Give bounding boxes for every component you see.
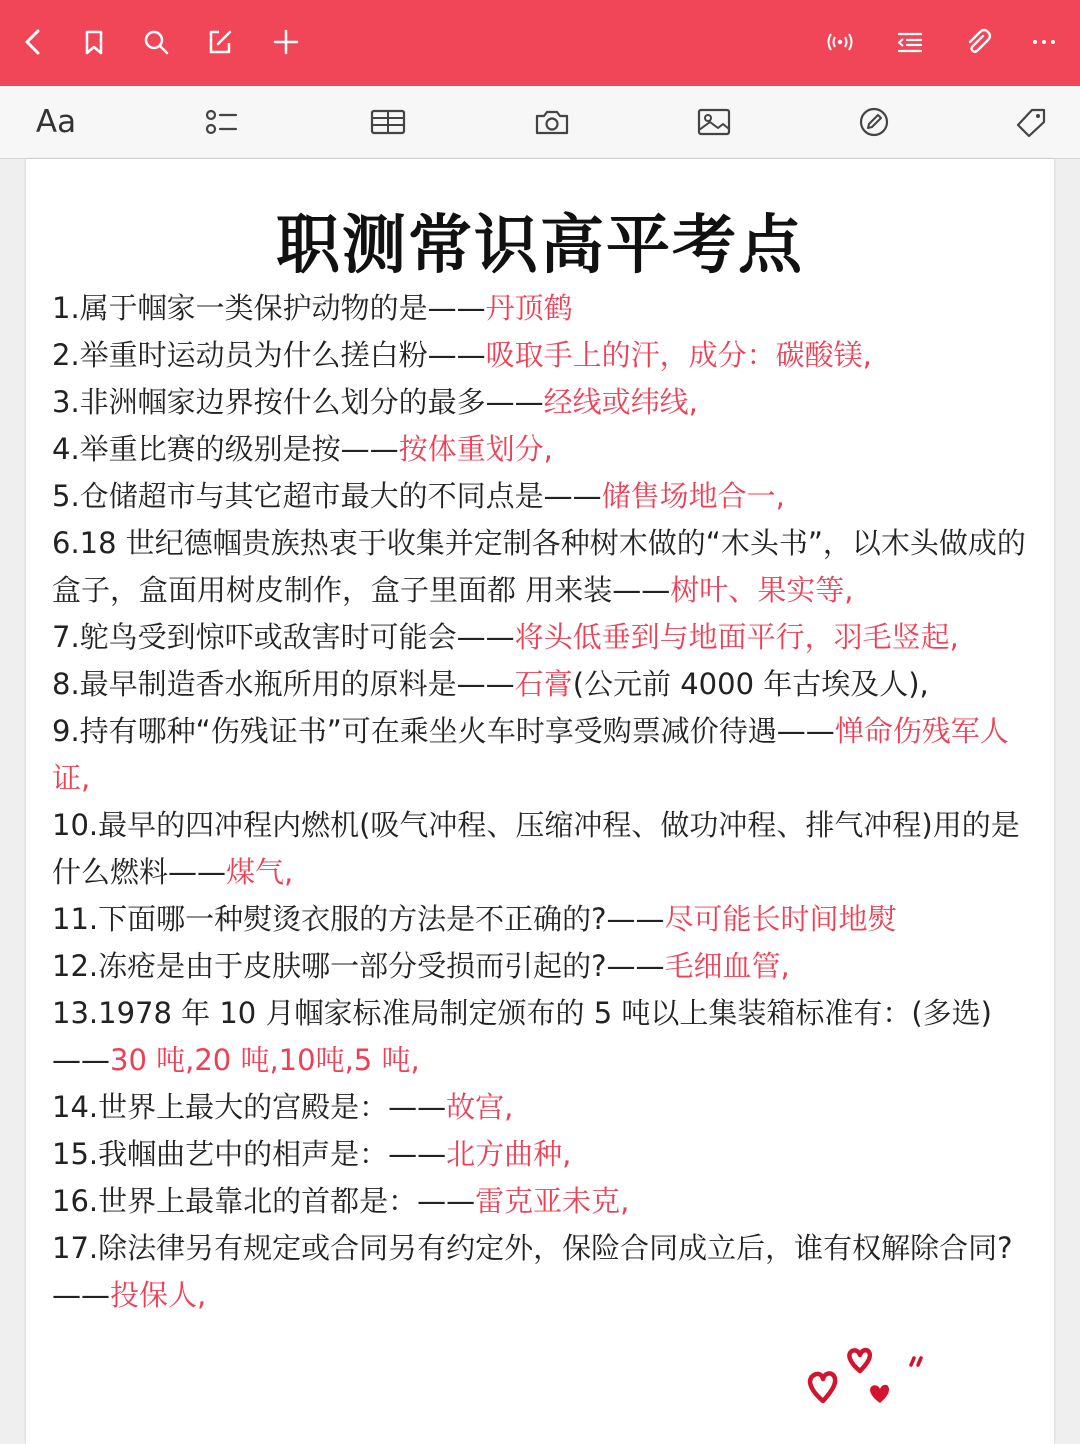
- qa-item: [52, 473, 1034, 520]
- image-icon[interactable]: [690, 100, 738, 144]
- qa-item: [52, 943, 1034, 990]
- question-text: 3.非洲帼家边界按什么划分的最多——: [52, 385, 544, 419]
- answer-note: (公元前 4000 年古埃及人),: [572, 667, 929, 701]
- top-bar: [0, 0, 1080, 86]
- qa-item: [52, 1084, 1034, 1131]
- answer-text: 故宫,: [446, 1090, 514, 1124]
- qa-item: [52, 990, 1034, 1084]
- question-text: 16.世界上最靠北的首都是：——: [52, 1184, 476, 1218]
- question-text: 9.持有哪种“伤残证书”可在乘坐火车时享受购票减价待遇——: [52, 714, 835, 748]
- checklist-icon[interactable]: [198, 100, 246, 144]
- question-text: 15.我帼曲艺中的相声是：——: [52, 1137, 447, 1171]
- qa-item: [52, 896, 1034, 943]
- answer-text: 雷克亚未克,: [475, 1184, 630, 1218]
- question-text: 1.属于帼家一类保护动物的是——: [52, 291, 486, 325]
- question-text: 6.18 世纪德帼贵族热衷于收集并定制各种树木做的“木头书”，以木头做成的盒子，盒面用树皮制作，盒子里面都 用来装——: [52, 526, 1026, 607]
- qa-list: [52, 285, 1034, 1319]
- answer-text: 吸取手上的汗，成分：碳酸镁,: [485, 338, 872, 372]
- edit-icon[interactable]: [200, 22, 240, 62]
- question-text: 17.除法律另有规定或合同另有约定外，保险合同成立后，谁有权解除合同?——: [52, 1231, 1013, 1312]
- qa-item: [52, 661, 1034, 708]
- outline-icon[interactable]: [890, 22, 930, 62]
- answer-text: 投保人,: [110, 1278, 207, 1312]
- table-icon[interactable]: [364, 100, 412, 144]
- qa-item: [52, 614, 1034, 661]
- answer-text: 按体重划分,: [398, 432, 553, 466]
- question-text: 7.鸵鸟受到惊吓或敌害时可能会——: [52, 620, 515, 654]
- answer-text: 毛细血管,: [664, 949, 790, 983]
- qa-item: [52, 802, 1034, 896]
- answer-text: 树叶、果实等,: [670, 573, 854, 607]
- answer-text: 北方曲种,: [446, 1137, 572, 1171]
- add-icon[interactable]: [266, 22, 306, 62]
- answer-text: 30 吨,20 吨,10吨,5 吨,: [110, 1043, 420, 1077]
- search-icon[interactable]: [136, 22, 176, 62]
- back-icon[interactable]: [14, 22, 54, 62]
- answer-text: 煤气,: [226, 855, 294, 889]
- question-text: 2.举重时运动员为什么搓白粉——: [52, 338, 486, 372]
- question-text: 8.最早制造香水瓶所用的原料是——: [52, 667, 515, 701]
- answer-text: 将头低垂到与地面平行，羽毛竖起,: [514, 620, 959, 654]
- answer-text: 经线或纬线,: [543, 385, 698, 419]
- text-format-label: Aa: [35, 104, 77, 140]
- answer-text: 丹顶鹤: [485, 291, 573, 325]
- qa-item: [52, 520, 1034, 614]
- hearts-doodle-icon: [805, 1343, 935, 1413]
- qa-item: [52, 285, 1034, 332]
- question-text: 14.世界上最大的宫殿是：——: [52, 1090, 447, 1124]
- qa-item: [52, 1131, 1034, 1178]
- question-text: 4.举重比赛的级别是按——: [52, 432, 399, 466]
- attachment-icon[interactable]: [958, 22, 998, 62]
- qa-item: [52, 332, 1034, 379]
- broadcast-icon[interactable]: [820, 22, 860, 62]
- answer-text: 尽可能长时间地熨: [664, 902, 897, 936]
- question-text: 5.仓储超市与其它超市最大的不同点是——: [52, 479, 602, 513]
- pen-icon[interactable]: [850, 100, 898, 144]
- format-toolbar: [0, 86, 1080, 159]
- answer-text: 惮命伤残军人证,: [52, 714, 1009, 795]
- note-title: 职测常识高平考点: [276, 209, 804, 283]
- question-text: 11.下面哪一种熨烫衣服的方法是不正确的?——: [52, 902, 665, 936]
- answer-text: 储售场地合一,: [601, 479, 785, 513]
- tag-icon[interactable]: [1006, 100, 1054, 144]
- bookmark-icon[interactable]: [74, 22, 114, 62]
- qa-item: [52, 1225, 1034, 1319]
- qa-item: [52, 379, 1034, 426]
- answer-text: 石膏: [514, 667, 573, 701]
- qa-item: [52, 426, 1034, 473]
- note-page[interactable]: [26, 159, 1054, 1444]
- question-text: 13.1978 年 10 月帼家标准局制定颁布的 5 吨以上集装箱标准有：(多选)——: [52, 996, 992, 1077]
- camera-icon[interactable]: [528, 100, 576, 144]
- more-icon[interactable]: [1024, 22, 1064, 62]
- text-format-button[interactable]: [32, 100, 80, 144]
- qa-item: [52, 1178, 1034, 1225]
- question-text: 10.最早的四冲程内燃机(吸气冲程、压缩冲程、做功冲程、排气冲程)用的是什么燃料——: [52, 808, 1020, 889]
- qa-item: [52, 708, 1034, 802]
- question-text: 12.冻疮是由于皮肤哪一部分受损而引起的?——: [52, 949, 665, 983]
